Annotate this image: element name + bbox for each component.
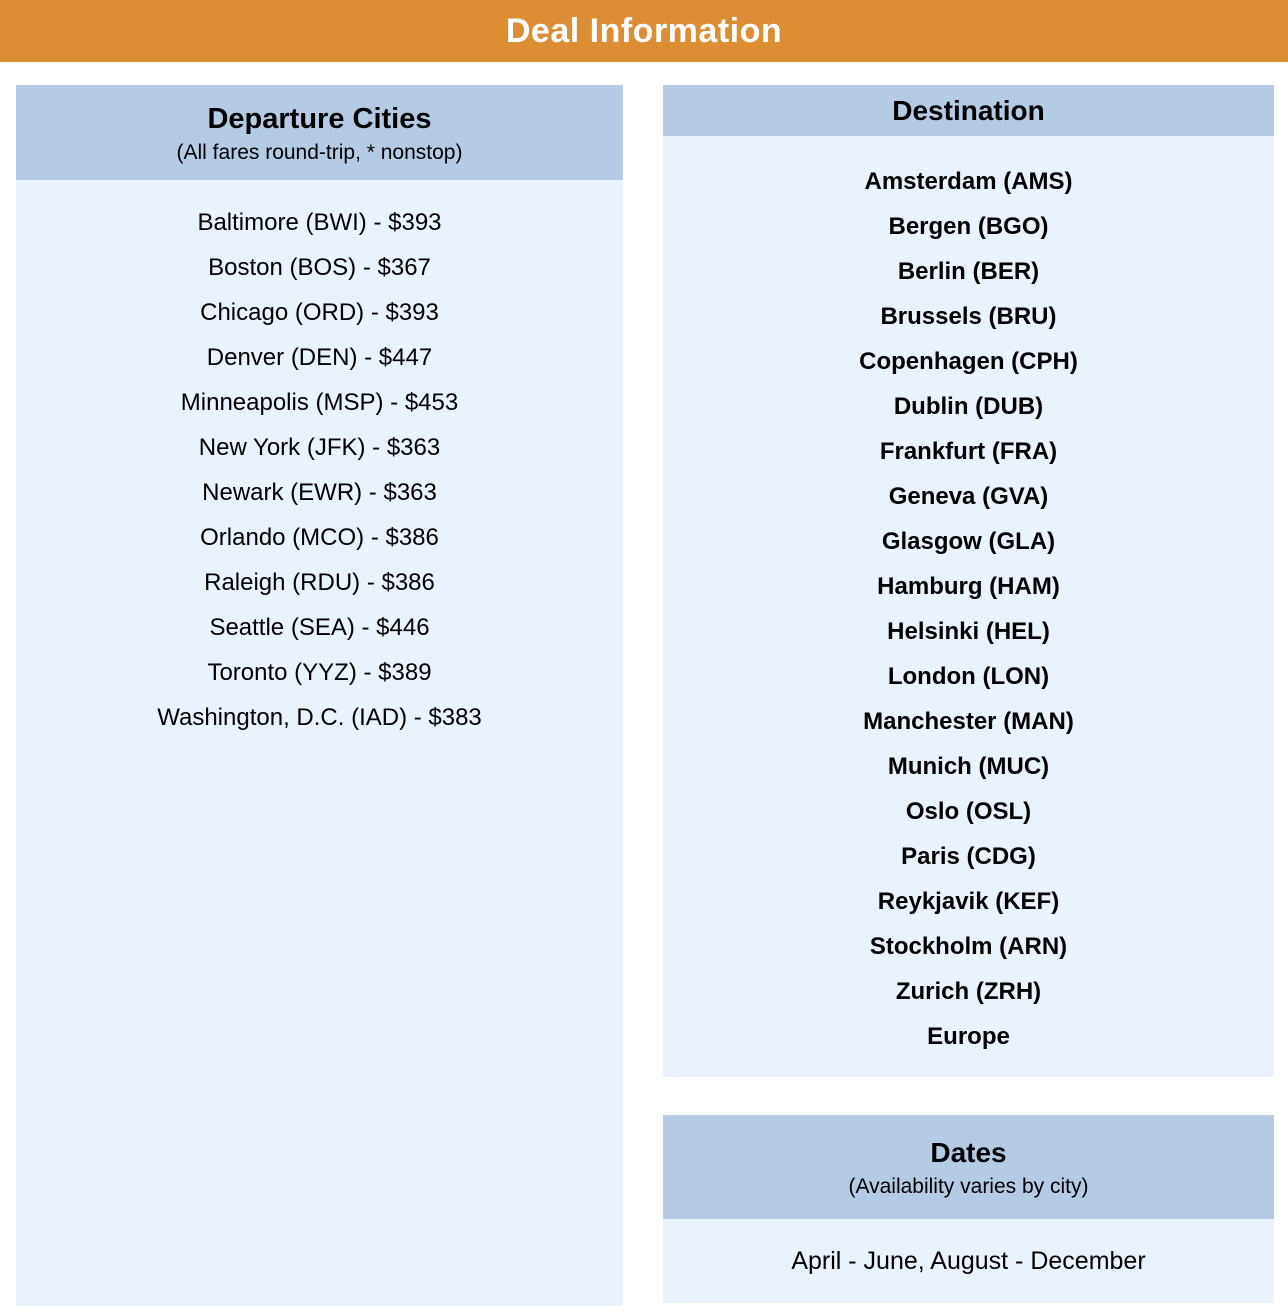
- destination-item: Berlin (BER): [897, 258, 1040, 285]
- destination-item: Munich (MUC): [887, 753, 1050, 780]
- dates-header: [663, 1115, 1274, 1219]
- right-column: [663, 85, 1274, 1306]
- destination-item: Helsinki (HEL): [887, 618, 1050, 645]
- destination-item: Brussels (BRU): [880, 303, 1057, 330]
- departure-cities-subtitle: (All fares round-trip, * nonstop): [176, 140, 463, 164]
- departure-city-item: Seattle (SEA) - $446: [209, 614, 430, 641]
- departure-city-item: Washington, D.C. (IAD) - $383: [157, 704, 482, 731]
- destination-panel: [663, 85, 1274, 1077]
- destination-item: Zurich (ZRH): [895, 978, 1042, 1005]
- destination-item: Glasgow (GLA): [881, 528, 1056, 555]
- destination-item: Paris (CDG): [901, 843, 1036, 870]
- departure-cities-panel: [16, 85, 623, 1306]
- destination-header: [663, 85, 1274, 136]
- destination-item: Frankfurt (FRA): [879, 438, 1058, 465]
- destination-item: Dublin (DUB): [893, 393, 1044, 420]
- departure-cities-title: Departure Cities: [207, 102, 432, 135]
- destination-item: Reykjavik (KEF): [877, 888, 1060, 915]
- departure-city-item: Toronto (YYZ) - $389: [207, 659, 432, 686]
- departure-city-item: Chicago (ORD) - $393: [200, 299, 439, 326]
- destination-item: Stockholm (ARN): [869, 933, 1068, 960]
- departure-city-item: Orlando (MCO) - $386: [200, 524, 439, 551]
- dates-title: Dates: [930, 1137, 1007, 1168]
- app-header: [0, 0, 1288, 62]
- destination-item: Amsterdam (AMS): [864, 168, 1073, 195]
- destination-title: Destination: [892, 94, 1045, 126]
- departure-city-item: Newark (EWR) - $363: [202, 479, 437, 506]
- content-area: [0, 62, 1288, 1306]
- departure-city-item: New York (JFK) - $363: [198, 434, 441, 461]
- destination-item: Europe: [927, 1023, 1010, 1050]
- destination-list: [663, 136, 1274, 1077]
- departure-city-item: Denver (DEN) - $447: [206, 344, 433, 371]
- destination-item: Bergen (BGO): [888, 213, 1049, 240]
- destination-item: Oslo (OSL): [905, 798, 1032, 825]
- departure-city-item: Baltimore (BWI) - $393: [197, 209, 442, 236]
- dates-value: April - June, August - December: [663, 1219, 1274, 1303]
- departure-city-item: Minneapolis (MSP) - $453: [180, 389, 459, 416]
- destination-item: Geneva (GVA): [888, 483, 1049, 510]
- departure-city-item: Raleigh (RDU) - $386: [204, 569, 435, 596]
- dates-panel: [663, 1115, 1274, 1303]
- destination-item: Copenhagen (CPH): [859, 348, 1078, 375]
- departure-city-item: Boston (BOS) - $367: [208, 254, 431, 281]
- destination-item: Manchester (MAN): [863, 708, 1074, 735]
- departure-city-list: [16, 180, 623, 1306]
- dates-subtitle: (Availability varies by city): [848, 1175, 1089, 1198]
- destination-item: London (LON): [887, 663, 1050, 690]
- departure-cities-header: [16, 85, 623, 180]
- destination-item: Hamburg (HAM): [877, 573, 1060, 600]
- page-title: Deal Information: [505, 11, 783, 50]
